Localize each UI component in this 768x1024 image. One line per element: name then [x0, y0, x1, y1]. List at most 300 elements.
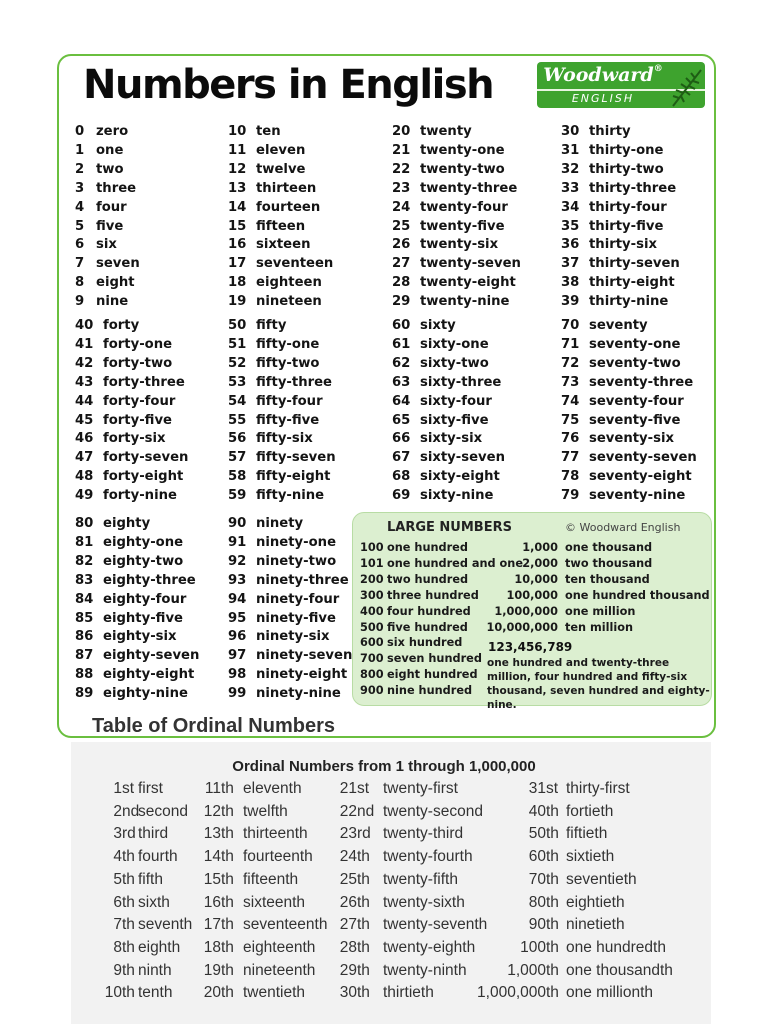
ordinal-suffix: th	[122, 984, 135, 1002]
number-row	[561, 293, 668, 312]
number-digits: 29	[392, 294, 411, 310]
ordinal-suffix: th	[221, 916, 234, 934]
number-word: eighty	[103, 516, 151, 531]
ordinal-digits: 14	[203, 848, 221, 866]
ordinal-row	[0, 960, 768, 983]
ordinal-word: eighth	[138, 938, 181, 956]
ordinal-word: thirtieth	[383, 984, 434, 1002]
number-word: fifty	[256, 318, 287, 333]
number-word: forty-seven	[103, 450, 189, 466]
number-word: ninety-nine	[256, 686, 341, 702]
ordinal-suffix: st	[546, 780, 559, 797]
number-word: sixty-four	[420, 393, 492, 409]
ordinal-word: second	[138, 802, 188, 820]
number-row	[228, 487, 324, 506]
number-word: forty-five	[103, 412, 172, 428]
fern-icon	[667, 66, 705, 108]
number-digits: 34	[561, 199, 580, 215]
number-row	[561, 487, 685, 506]
ordinal-suffix: th	[221, 938, 234, 956]
number-word: thirty-eight	[589, 275, 675, 291]
number-row	[228, 142, 305, 161]
ordinal-digits: 1	[113, 780, 122, 797]
number-row	[75, 430, 166, 449]
ordinal-word: twenty-eighth	[383, 938, 476, 956]
number-row	[392, 142, 505, 161]
number-row	[561, 393, 684, 412]
number-row	[75, 591, 186, 610]
number-row	[228, 610, 336, 629]
number-digits: 60	[392, 318, 411, 333]
number-digits: 20	[392, 124, 411, 139]
number-digits: 91	[228, 534, 247, 550]
number-digits: 22	[392, 161, 411, 177]
hundred-word: nine hundred	[387, 684, 473, 698]
number-word: ninety-eight	[256, 667, 348, 683]
number-digits: 55	[228, 412, 247, 428]
ordinal-suffix: th	[122, 893, 135, 911]
number-word: eighty-six	[103, 629, 177, 645]
number-row	[228, 591, 339, 610]
number-row	[75, 647, 199, 666]
number-word: forty-six	[103, 431, 166, 447]
number-word: four	[96, 199, 127, 215]
number-row	[228, 515, 303, 534]
number-row	[75, 218, 123, 237]
number-digits: 82	[75, 553, 94, 569]
ordinal-word: twenty-seventh	[383, 916, 488, 934]
number-word: ninety-six	[256, 629, 330, 645]
large-number-row	[353, 604, 711, 620]
number-word: seventy	[589, 318, 648, 333]
ordinal-word: fifteenth	[243, 870, 299, 888]
ordinal-word: twenty-ninth	[383, 961, 467, 979]
number-digits: 40	[75, 318, 94, 333]
number-word: fifty-six	[256, 431, 313, 447]
number-digits: 27	[392, 256, 411, 272]
number-digits: 79	[561, 488, 580, 504]
number-word: ninety-two	[256, 553, 337, 569]
number-digits: 85	[75, 610, 94, 626]
number-word: seventy-seven	[589, 450, 697, 466]
number-word: twenty-five	[420, 218, 505, 234]
hundred-digits: 100	[360, 541, 384, 554]
number-digits: 1	[75, 142, 85, 158]
number-word: eleven	[256, 142, 306, 158]
number-row	[228, 449, 336, 468]
number-digits: 73	[561, 374, 580, 390]
number-digits: 57	[228, 450, 247, 466]
ordinal-word: seventh	[138, 916, 193, 934]
number-digits: 69	[392, 488, 411, 504]
hundred-word: six hundred	[387, 636, 463, 650]
number-digits: 18	[228, 275, 247, 291]
number-digits: 78	[561, 469, 580, 485]
number-row	[392, 336, 489, 355]
hundred-word: one hundred	[387, 541, 468, 554]
ordinal-word: twentieth	[243, 984, 306, 1002]
number-digits: 81	[75, 534, 94, 550]
ordinal-suffix: th	[546, 916, 559, 934]
number-digits: 41	[75, 336, 94, 352]
number-digits: 15	[228, 218, 247, 234]
number-row	[75, 610, 183, 629]
ordinal-digits: 60	[528, 848, 546, 866]
number-digits: 89	[75, 686, 94, 702]
ordinal-suffix: th	[357, 938, 370, 956]
number-word: seventy-four	[589, 393, 684, 409]
ordinal-digits: 19	[203, 961, 221, 979]
hundred-word: three hundred	[387, 588, 479, 602]
ordinal-word: twenty-fifth	[383, 870, 458, 888]
thousand-digits: 1,000,000	[494, 604, 558, 618]
ordinal-word: tenth	[138, 984, 173, 1002]
ordinal-word: twenty-fourth	[383, 848, 473, 866]
ordinal-word: one hundredth	[566, 938, 666, 956]
number-row	[561, 274, 675, 293]
ordinal-suffix: nd	[357, 802, 375, 820]
number-digits: 75	[561, 412, 580, 428]
thousand-word: one thousand	[565, 541, 653, 554]
ordinal-digits: 5	[113, 870, 122, 888]
ordinal-suffix: th	[546, 893, 559, 911]
number-word: sixty-two	[420, 355, 489, 371]
ordinal-word: first	[138, 780, 163, 797]
number-digits: 98	[228, 667, 247, 683]
ordinal-suffix: th	[546, 825, 559, 843]
ordinal-suffix: st	[122, 780, 135, 797]
number-word: sixteen	[256, 237, 311, 253]
ordinal-digits: 22	[339, 802, 357, 820]
ordinal-digits: 10	[104, 984, 122, 1002]
number-row	[392, 274, 516, 293]
thousand-word: ten million	[565, 620, 634, 634]
number-digits: 36	[561, 237, 580, 253]
number-row	[75, 336, 172, 355]
number-word: twenty-two	[420, 161, 505, 177]
number-digits: 38	[561, 275, 580, 291]
ordinal-suffix: th	[221, 802, 234, 820]
number-word: fourteen	[256, 199, 321, 215]
ordinal-row	[0, 823, 768, 846]
number-word: seventy-one	[589, 336, 681, 352]
ordinal-digits: 23	[339, 825, 357, 843]
number-word: seven	[96, 256, 140, 272]
ordinal-word: fourteenth	[243, 848, 313, 866]
number-row	[228, 468, 330, 487]
number-digits: 3	[75, 180, 85, 196]
number-digits: 31	[561, 142, 580, 158]
number-digits: 80	[75, 516, 94, 531]
large-number-row	[360, 651, 482, 667]
number-digits: 70	[561, 318, 580, 333]
woodward-logo	[537, 62, 705, 108]
number-digits: 45	[75, 412, 94, 428]
number-row	[561, 317, 648, 336]
large-number-row	[360, 683, 472, 699]
number-row	[228, 255, 333, 274]
large-numbers-title: LARGE NUMBERS	[387, 520, 512, 535]
ordinal-digits: 16	[203, 893, 221, 911]
number-word: nine	[96, 294, 129, 310]
number-word: eighty-four	[103, 591, 187, 607]
number-digits: 47	[75, 450, 94, 466]
number-word: thirty-two	[589, 161, 664, 177]
ordinal-suffix: th	[546, 961, 559, 979]
number-row	[228, 317, 286, 336]
ordinal-digits: 11	[204, 780, 221, 797]
hundred-digits: 300	[360, 588, 384, 602]
ordinal-digits: 26	[339, 893, 357, 911]
number-row	[561, 142, 663, 161]
number-row	[228, 355, 319, 374]
number-word: eight	[96, 275, 135, 291]
number-word: twenty-three	[420, 180, 518, 196]
number-digits: 99	[228, 686, 247, 702]
number-digits: 14	[228, 199, 247, 215]
number-digits: 24	[392, 199, 411, 215]
number-digits: 5	[75, 218, 85, 234]
large-numbers-panel	[352, 512, 712, 711]
number-row	[75, 412, 172, 431]
number-word: fifteen	[256, 218, 306, 234]
number-digits: 13	[228, 180, 247, 196]
number-row	[75, 355, 172, 374]
number-row	[75, 374, 185, 393]
thousand-word: one million	[565, 604, 636, 618]
ordinal-suffix: th	[221, 893, 234, 911]
number-word: thirty-one	[589, 142, 664, 158]
number-row	[75, 393, 175, 412]
ordinal-digits: 18	[203, 938, 221, 956]
hundred-digits: 600	[360, 636, 384, 650]
number-word: eighty-three	[103, 572, 196, 588]
ordinal-row	[0, 982, 768, 1005]
ordinal-row	[0, 937, 768, 960]
number-word: twenty-four	[420, 199, 508, 215]
number-row	[75, 449, 188, 468]
number-digits: 50	[228, 318, 247, 333]
number-digits: 32	[561, 161, 580, 177]
hundred-word: one hundred and one	[387, 556, 524, 570]
ordinal-row	[0, 869, 768, 892]
hundred-digits: 900	[360, 684, 384, 698]
number-row	[228, 293, 322, 312]
ordinal-subtitle: Ordinal Numbers from 1 through 1,000,000	[232, 758, 536, 775]
ordinal-table-title: Table of Ordinal Numbers	[92, 715, 335, 737]
number-digits: 64	[392, 393, 411, 409]
number-digits: 87	[75, 648, 94, 664]
ordinal-digits: 4	[113, 848, 122, 866]
example-words: one hundred and twenty-three million, four hundred and fifty-six thousand, seven hundred and eighty-nine.	[487, 657, 710, 711]
ordinal-suffix: th	[546, 984, 559, 1002]
logo-tagline: ENGLISH	[571, 92, 635, 105]
number-row	[228, 336, 319, 355]
number-digits: 10	[228, 124, 247, 139]
number-word: sixty-five	[420, 412, 489, 428]
ordinal-digits: 3	[113, 825, 122, 843]
number-word: seventy-nine	[589, 488, 686, 504]
number-row	[561, 468, 692, 487]
number-row	[561, 355, 681, 374]
ordinal-suffix: th	[122, 961, 135, 979]
ordinal-suffix: rd	[357, 825, 371, 843]
number-row	[392, 374, 501, 393]
number-row	[228, 161, 306, 180]
number-digits: 16	[228, 237, 247, 253]
number-word: thirty-seven	[589, 256, 680, 272]
number-word: thirteen	[256, 180, 317, 196]
number-digits: 66	[392, 431, 411, 447]
number-digits: 35	[561, 218, 580, 234]
number-word: eighty-five	[103, 610, 183, 626]
number-digits: 2	[75, 161, 85, 177]
ordinal-digits: 50	[528, 825, 546, 843]
number-word: sixty-nine	[420, 488, 494, 504]
number-digits: 95	[228, 610, 247, 626]
ordinal-word: twenty-sixth	[383, 893, 465, 911]
number-digits: 83	[75, 572, 94, 588]
ordinal-suffix: th	[221, 848, 234, 866]
ordinal-word: eighteenth	[243, 938, 316, 956]
ordinal-word: fourth	[138, 848, 178, 866]
number-word: forty-four	[103, 393, 176, 409]
number-digits: 53	[228, 374, 247, 390]
hundred-digits: 200	[360, 572, 384, 586]
ordinal-suffix: th	[546, 938, 559, 956]
number-row	[75, 293, 128, 312]
number-row	[228, 199, 320, 218]
number-digits: 0	[75, 124, 85, 139]
number-digits: 76	[561, 431, 580, 447]
ordinal-digits: 2	[113, 802, 122, 820]
number-digits: 61	[392, 336, 411, 352]
number-row	[561, 412, 680, 431]
ordinal-suffix: st	[357, 780, 370, 797]
number-word: seventeen	[256, 256, 334, 272]
number-row	[561, 336, 681, 355]
number-word: twenty-one	[420, 142, 505, 158]
hundred-digits: 700	[360, 652, 384, 666]
copyright-text: © Woodward English	[565, 521, 681, 534]
number-row	[75, 255, 140, 274]
number-digits: 84	[75, 591, 94, 607]
thousand-word: ten thousand	[565, 572, 650, 586]
ordinal-suffix: th	[357, 870, 370, 888]
large-number-row	[353, 620, 711, 636]
ordinal-word: sixtieth	[566, 848, 615, 866]
number-word: sixty-three	[420, 374, 502, 390]
ordinal-suffix: th	[221, 984, 234, 1002]
number-word: nineteen	[256, 294, 322, 310]
number-row	[561, 236, 657, 255]
number-word: fifty-eight	[256, 469, 331, 485]
number-digits: 86	[75, 629, 94, 645]
number-word: thirty-three	[589, 180, 677, 196]
ordinal-word: thirteenth	[243, 825, 308, 843]
number-digits: 92	[228, 553, 247, 569]
number-row	[392, 412, 489, 431]
number-digits: 63	[392, 374, 411, 390]
number-digits: 54	[228, 393, 247, 409]
number-word: three	[96, 180, 137, 196]
number-row	[392, 180, 517, 199]
number-row	[75, 628, 177, 647]
ordinal-digits: 13	[203, 825, 221, 843]
number-digits: 58	[228, 469, 247, 485]
ordinal-digits: 25	[339, 870, 357, 888]
number-word: fifty-one	[256, 336, 320, 352]
hundred-digits: 500	[360, 620, 384, 634]
number-word: fifty-two	[256, 355, 320, 371]
number-digits: 59	[228, 488, 247, 504]
number-row	[228, 647, 352, 666]
number-digits: 25	[392, 218, 411, 234]
number-word: sixty	[420, 318, 456, 333]
number-word: ninety-five	[256, 610, 336, 626]
number-row	[75, 572, 196, 591]
number-word: sixty-one	[420, 336, 489, 352]
number-word: ninety-one	[256, 534, 337, 550]
hundred-word: eight hundred	[387, 668, 478, 682]
large-number-row	[353, 572, 711, 588]
number-word: seventy-two	[589, 355, 681, 371]
number-row	[75, 161, 124, 180]
thousand-word: one hundred thousand	[565, 588, 710, 602]
number-word: forty-nine	[103, 488, 177, 504]
ordinal-word: fiftieth	[566, 825, 608, 843]
ordinal-suffix: th	[357, 961, 370, 979]
page-title: Numbers in English	[83, 62, 494, 108]
number-digits: 96	[228, 629, 247, 645]
ordinal-word: third	[138, 825, 169, 843]
number-word: forty-two	[103, 355, 173, 371]
number-row	[392, 218, 505, 237]
number-row	[228, 180, 316, 199]
number-digits: 43	[75, 374, 94, 390]
number-word: eighty-eight	[103, 667, 195, 683]
number-word: forty-eight	[103, 469, 184, 485]
number-digits: 4	[75, 199, 85, 215]
number-row	[561, 218, 663, 237]
number-row	[392, 236, 498, 255]
number-word: forty-three	[103, 374, 185, 390]
large-number-row	[360, 635, 462, 651]
number-digits: 48	[75, 469, 94, 485]
number-digits: 90	[228, 516, 247, 531]
ordinal-suffix: th	[122, 848, 135, 866]
number-digits: 30	[561, 124, 580, 139]
number-digits: 11	[228, 142, 247, 158]
ordinal-suffix: th	[357, 848, 370, 866]
number-row	[75, 236, 117, 255]
number-word: one	[96, 142, 124, 158]
number-word: seventy-three	[589, 374, 694, 390]
number-row	[561, 199, 667, 218]
number-row	[75, 468, 183, 487]
number-digits: 33	[561, 180, 580, 196]
number-word: fifty-five	[256, 412, 320, 428]
ordinal-digits: 9	[113, 961, 122, 979]
number-digits: 51	[228, 336, 247, 352]
hundred-digits: 101	[360, 556, 384, 570]
ordinal-digits: 31	[528, 780, 546, 797]
number-digits: 8	[75, 275, 85, 291]
number-word: five	[96, 218, 124, 234]
number-word: sixty-seven	[420, 450, 505, 466]
number-digits: 68	[392, 469, 411, 485]
number-row	[228, 218, 305, 237]
